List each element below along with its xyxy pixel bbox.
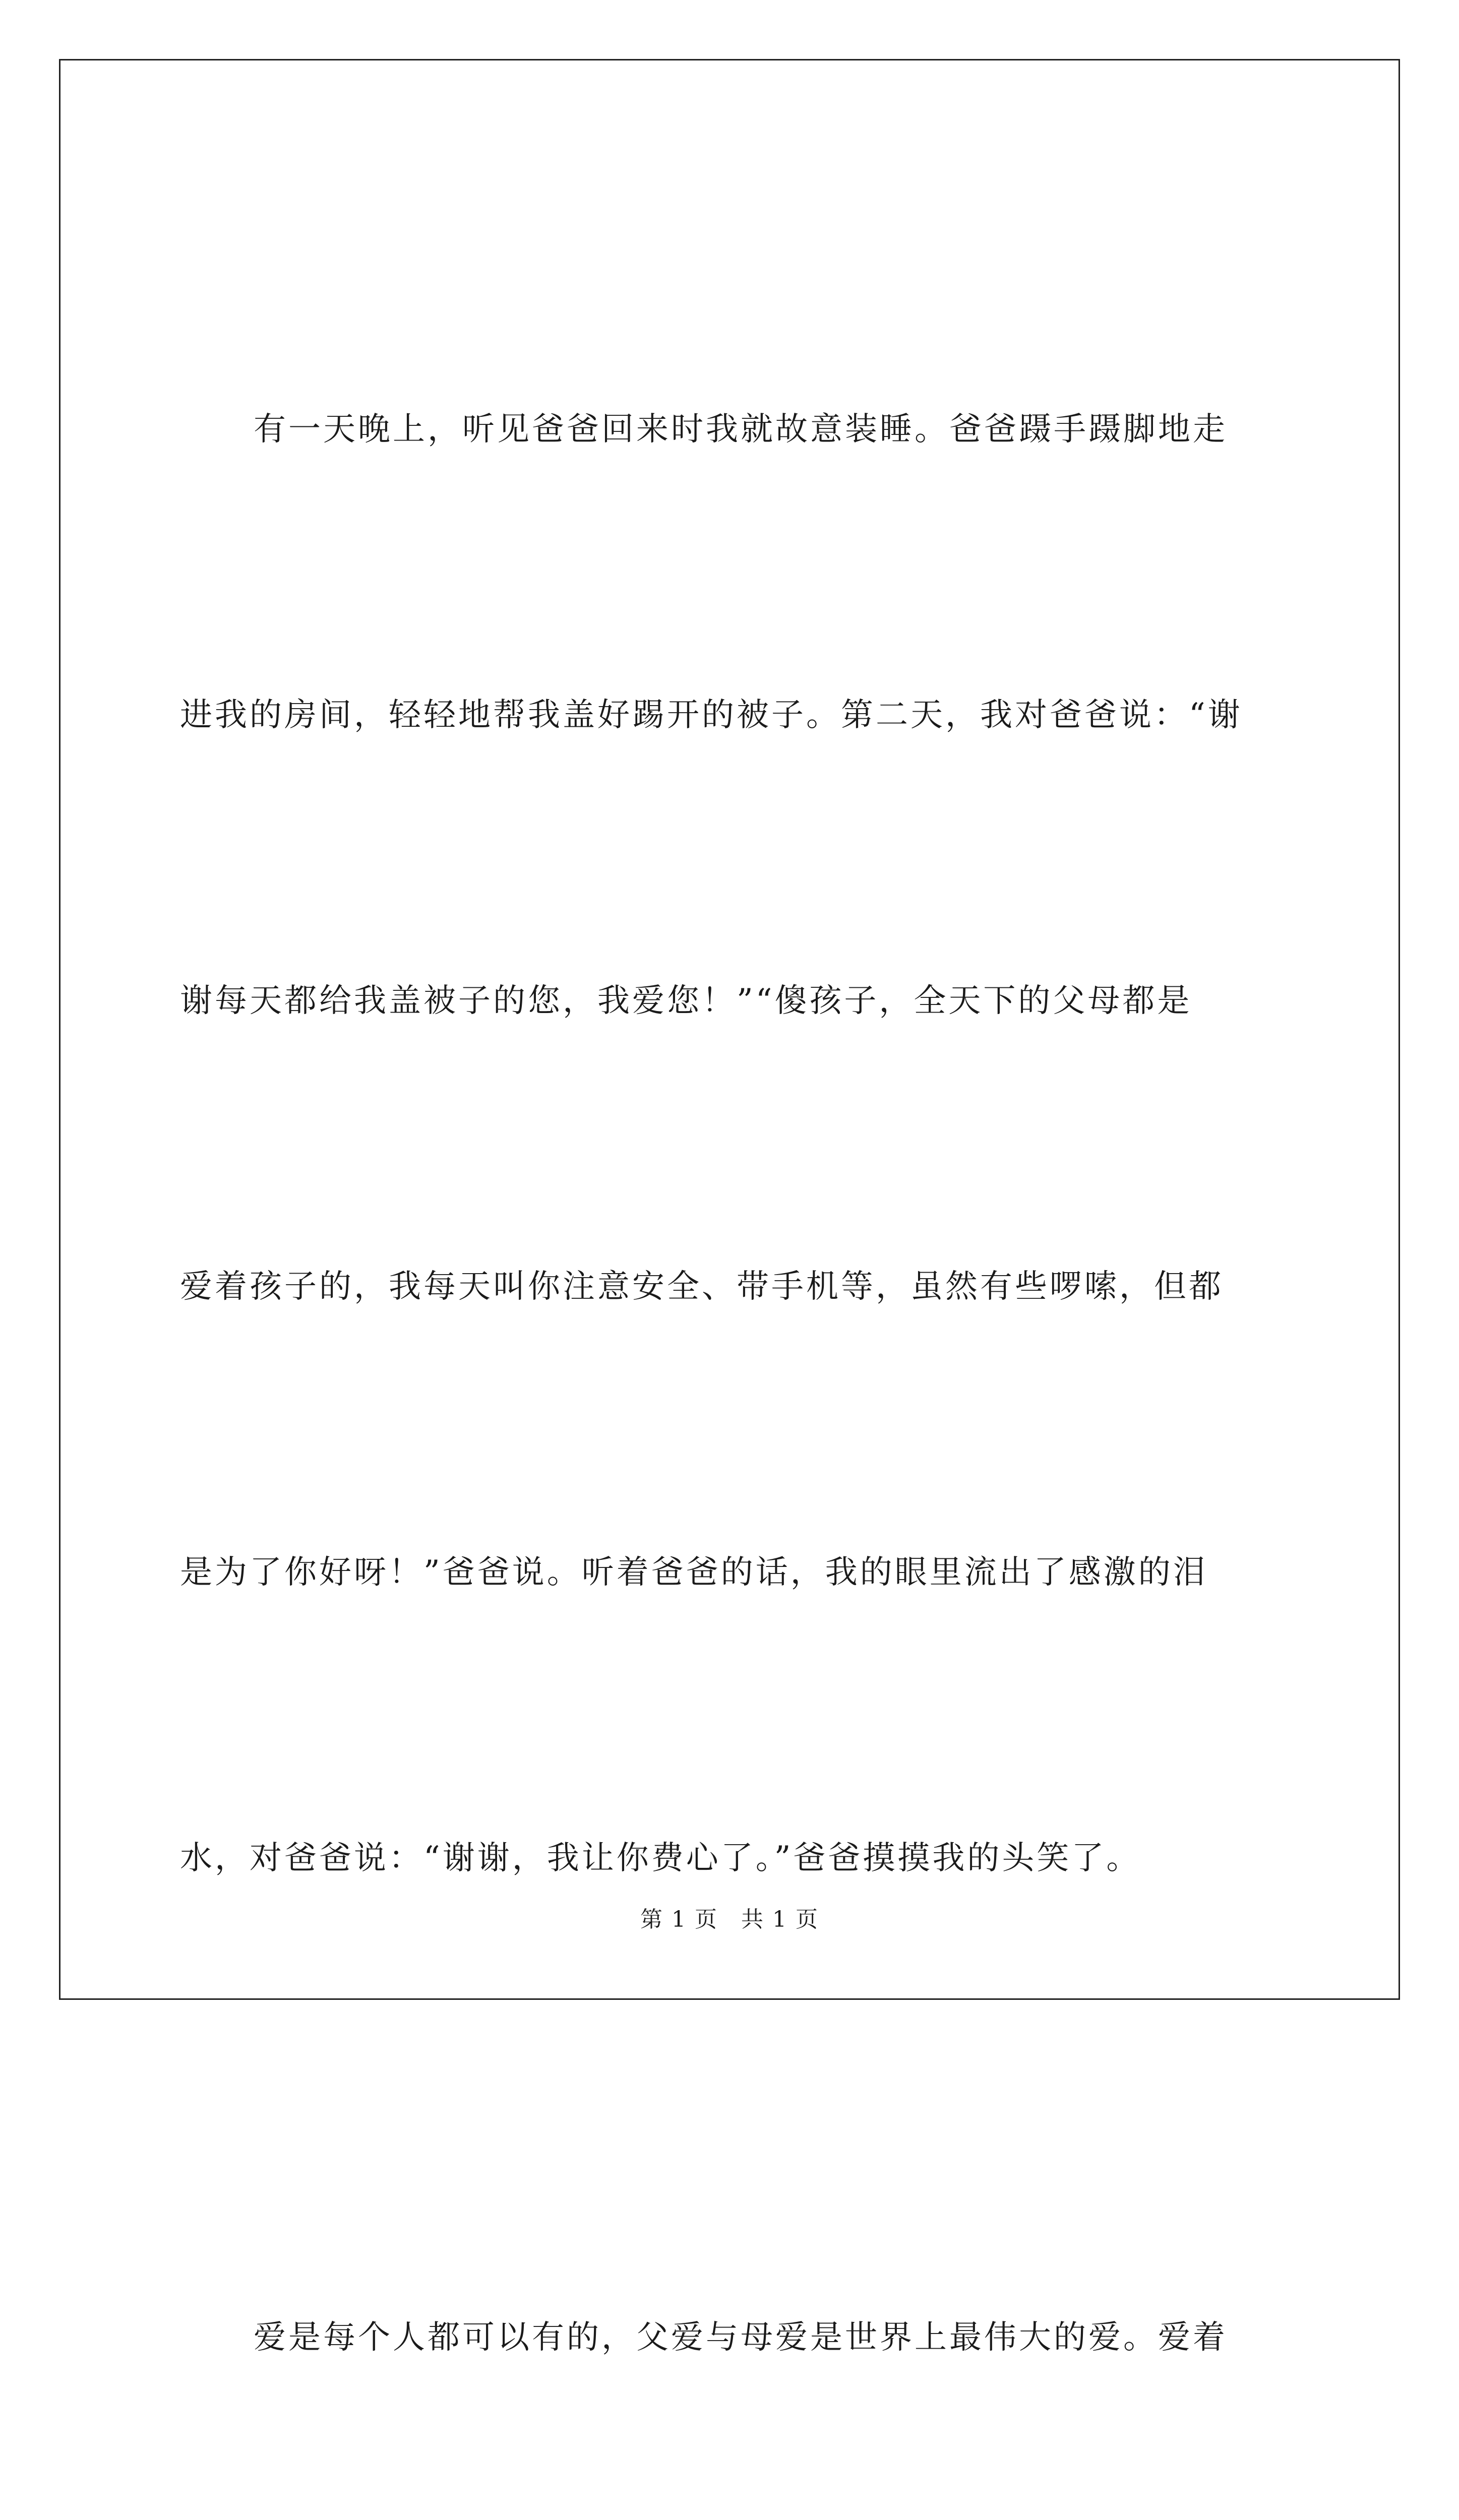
- paragraph-1: [180, 192, 1289, 2097]
- text-line: 爱是每个人都可以有的，父爱与母爱是世界上最伟大的爱。爱着: [254, 2319, 1228, 2356]
- text-line: 进我的房间，轻轻地帮我盖好踢开的被子。第二天，我对爸爸说：“谢: [180, 697, 1243, 734]
- page-total: 共 1 页: [741, 1907, 819, 1932]
- page-number: 第 1 页: [640, 1907, 718, 1932]
- document-body: [180, 192, 1289, 2520]
- text-line: 爱着孩子的，我每天叫你注意安全、带手机等，虽然有些啰嗦，但都: [180, 1268, 1224, 1305]
- paragraph-2: [180, 2100, 1289, 2520]
- text-line: 水，对爸爸说：“谢谢，我让你费心了。”爸爸摸摸我的头笑了。: [180, 1840, 1141, 1877]
- text-line: 有一天晚上，听见爸爸回来时我就故意装睡。爸爸蹑手蹑脚地走: [254, 411, 1228, 448]
- text-line: 谢每天都给我盖被子的您，我爱您！”“傻孩子，全天下的父母都是: [180, 982, 1192, 1020]
- page-footer: [0, 1901, 1459, 1933]
- text-line: 是为了你好呀！”爸爸说。听着爸爸的话，我的眼里流出了感激的泪: [180, 1554, 1208, 1591]
